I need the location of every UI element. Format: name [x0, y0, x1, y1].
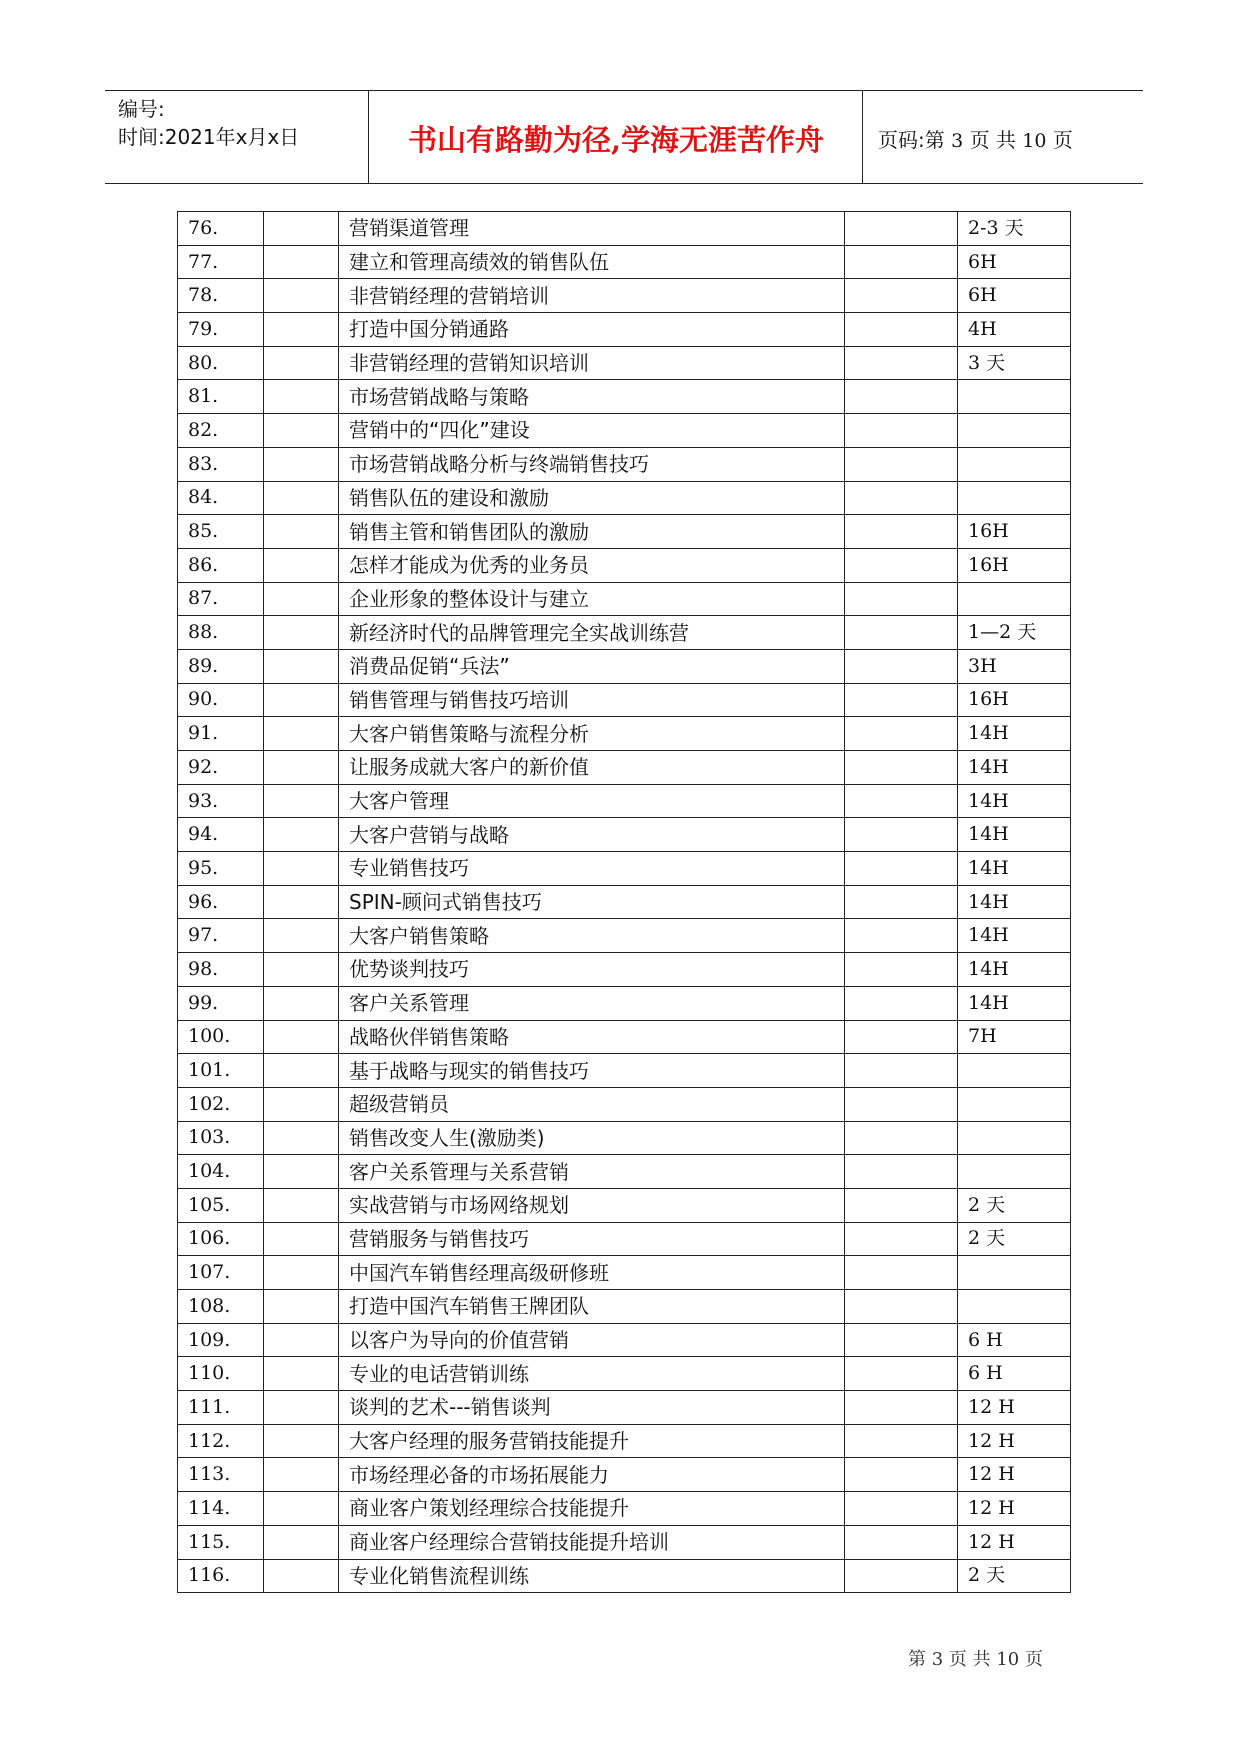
empty-cell: [845, 1290, 958, 1324]
table-row: [178, 414, 1071, 448]
course-title: SPIN-顾问式销售技巧: [339, 885, 845, 919]
course-title: 建立和管理高绩效的销售队伍: [339, 245, 845, 279]
category-cell: [264, 1559, 339, 1593]
category-cell: [264, 649, 339, 683]
category-cell: [264, 1121, 339, 1155]
page-total: 10: [1022, 130, 1047, 152]
category-cell: [264, 784, 339, 818]
empty-cell: [845, 313, 958, 347]
row-number: 108.: [178, 1290, 264, 1324]
page-prefix: 页码:第: [878, 128, 945, 152]
course-duration: 2-3 天: [958, 212, 1071, 246]
course-duration: 7H: [958, 1020, 1071, 1054]
empty-cell: [845, 414, 958, 448]
empty-cell: [845, 717, 958, 751]
empty-cell: [845, 1020, 958, 1054]
row-number: 101.: [178, 1054, 264, 1088]
row-number: 114.: [178, 1492, 264, 1526]
row-number: 83.: [178, 447, 264, 481]
table-row: [178, 784, 1071, 818]
course-duration: [958, 414, 1071, 448]
empty-cell: [845, 885, 958, 919]
row-number: 107.: [178, 1256, 264, 1290]
empty-cell: [845, 1087, 958, 1121]
page-suffix: 页: [1052, 128, 1073, 152]
row-number: 89.: [178, 649, 264, 683]
table-row: [178, 1121, 1071, 1155]
category-cell: [264, 1391, 339, 1425]
empty-cell: [845, 1121, 958, 1155]
row-number: 86.: [178, 548, 264, 582]
course-title: 实战营销与市场网络规划: [339, 1188, 845, 1222]
course-title: 专业的电话营销训练: [339, 1357, 845, 1391]
category-cell: [264, 1256, 339, 1290]
course-duration: 14H: [958, 818, 1071, 852]
table-row: [178, 1458, 1071, 1492]
course-duration: 2 天: [958, 1559, 1071, 1593]
category-cell: [264, 1290, 339, 1324]
course-title: 专业化销售流程训练: [339, 1559, 845, 1593]
course-duration: 14H: [958, 885, 1071, 919]
empty-cell: [845, 582, 958, 616]
course-title: 打造中国汽车销售王牌团队: [339, 1290, 845, 1324]
row-number: 105.: [178, 1188, 264, 1222]
course-duration: 6H: [958, 245, 1071, 279]
empty-cell: [845, 245, 958, 279]
header-meta: [105, 91, 369, 183]
header-motto-cell: [370, 91, 863, 183]
empty-cell: [845, 1256, 958, 1290]
empty-cell: [845, 1424, 958, 1458]
row-number: 93.: [178, 784, 264, 818]
course-duration: 14H: [958, 986, 1071, 1020]
course-title: 怎样才能成为优秀的业务员: [339, 548, 845, 582]
row-number: 106.: [178, 1222, 264, 1256]
row-number: 116.: [178, 1559, 264, 1593]
page-current: 3: [951, 130, 964, 152]
table-row: [178, 279, 1071, 313]
row-number: 115.: [178, 1525, 264, 1559]
table-row: [178, 1020, 1071, 1054]
serial-label: 编号:: [118, 97, 165, 121]
category-cell: [264, 1087, 339, 1121]
empty-cell: [845, 852, 958, 886]
course-duration: 14H: [958, 751, 1071, 785]
table-row: [178, 447, 1071, 481]
empty-cell: [845, 1323, 958, 1357]
row-number: 82.: [178, 414, 264, 448]
table-row: [178, 751, 1071, 785]
course-title: 非营销经理的营销知识培训: [339, 346, 845, 380]
category-cell: [264, 1424, 339, 1458]
page-header: [105, 90, 1143, 184]
empty-cell: [845, 1525, 958, 1559]
course-title: 市场经理必备的市场拓展能力: [339, 1458, 845, 1492]
empty-cell: [845, 683, 958, 717]
empty-cell: [845, 346, 958, 380]
empty-cell: [845, 784, 958, 818]
course-title: 销售管理与销售技巧培训: [339, 683, 845, 717]
row-number: 109.: [178, 1323, 264, 1357]
empty-cell: [845, 919, 958, 953]
category-cell: [264, 1188, 339, 1222]
course-duration: 16H: [958, 683, 1071, 717]
course-duration: 6 H: [958, 1323, 1071, 1357]
empty-cell: [845, 1391, 958, 1425]
table-row: [178, 1054, 1071, 1088]
table-row: [178, 1155, 1071, 1189]
row-number: 100.: [178, 1020, 264, 1054]
empty-cell: [845, 548, 958, 582]
course-title: 客户关系管理: [339, 986, 845, 1020]
course-duration: 14H: [958, 784, 1071, 818]
course-title: 大客户营销与战略: [339, 818, 845, 852]
course-duration: 14H: [958, 919, 1071, 953]
course-title: 营销服务与销售技巧: [339, 1222, 845, 1256]
course-title: 大客户销售策略: [339, 919, 845, 953]
course-title: 商业客户策划经理综合技能提升: [339, 1492, 845, 1526]
course-title: 非营销经理的营销培训: [339, 279, 845, 313]
course-duration: 12 H: [958, 1492, 1071, 1526]
table-row: [178, 1559, 1071, 1593]
course-title: 大客户管理: [339, 784, 845, 818]
course-title: 超级营销员: [339, 1087, 845, 1121]
course-duration: [958, 1121, 1071, 1155]
course-duration: 2 天: [958, 1222, 1071, 1256]
empty-cell: [845, 1357, 958, 1391]
row-number: 111.: [178, 1391, 264, 1425]
empty-cell: [845, 1155, 958, 1189]
course-duration: [958, 1054, 1071, 1088]
course-title: 战略伙伴销售策略: [339, 1020, 845, 1054]
course-duration: [958, 1155, 1071, 1189]
table-row: [178, 1323, 1071, 1357]
category-cell: [264, 447, 339, 481]
empty-cell: [845, 1054, 958, 1088]
category-cell: [264, 1020, 339, 1054]
table-row: [178, 548, 1071, 582]
category-cell: [264, 683, 339, 717]
category-cell: [264, 1054, 339, 1088]
category-cell: [264, 852, 339, 886]
course-duration: 14H: [958, 852, 1071, 886]
course-duration: 6 H: [958, 1357, 1071, 1391]
course-title: 销售主管和销售团队的激励: [339, 515, 845, 549]
course-title: 企业形象的整体设计与建立: [339, 582, 845, 616]
course-duration: 3 天: [958, 346, 1071, 380]
course-title: 销售改变人生(激励类): [339, 1121, 845, 1155]
course-duration: [958, 481, 1071, 515]
row-number: 78.: [178, 279, 264, 313]
category-cell: [264, 414, 339, 448]
page-mid: 页 共: [969, 128, 1016, 152]
course-duration: 12 H: [958, 1391, 1071, 1425]
course-duration: 12 H: [958, 1458, 1071, 1492]
category-cell: [264, 717, 339, 751]
table-row: [178, 346, 1071, 380]
table-row: [178, 953, 1071, 987]
table-row: [178, 1525, 1071, 1559]
empty-cell: [845, 279, 958, 313]
category-cell: [264, 751, 339, 785]
empty-cell: [845, 751, 958, 785]
course-title: 优势谈判技巧: [339, 953, 845, 987]
table-row: [178, 986, 1071, 1020]
table-row: [178, 1290, 1071, 1324]
table-row: [178, 1424, 1071, 1458]
category-cell: [264, 380, 339, 414]
course-title: 消费品促销“兵法”: [339, 649, 845, 683]
category-cell: [264, 953, 339, 987]
table-row: [178, 616, 1071, 650]
course-title: 销售队伍的建设和激励: [339, 481, 845, 515]
course-duration: 1—2 天: [958, 616, 1071, 650]
course-title: 基于战略与现实的销售技巧: [339, 1054, 845, 1088]
header-page-cell: [864, 91, 1143, 183]
empty-cell: [845, 481, 958, 515]
empty-cell: [845, 1559, 958, 1593]
category-cell: [264, 1492, 339, 1526]
course-table-body: [178, 212, 1071, 1593]
empty-cell: [845, 986, 958, 1020]
category-cell: [264, 212, 339, 246]
row-number: 97.: [178, 919, 264, 953]
empty-cell: [845, 380, 958, 414]
course-title: 让服务成就大客户的新价值: [339, 751, 845, 785]
category-cell: [264, 313, 339, 347]
course-duration: 14H: [958, 717, 1071, 751]
category-cell: [264, 548, 339, 582]
row-number: 94.: [178, 818, 264, 852]
empty-cell: [845, 212, 958, 246]
course-title: 打造中国分销通路: [339, 313, 845, 347]
row-number: 81.: [178, 380, 264, 414]
row-number: 96.: [178, 885, 264, 919]
table-row: [178, 1492, 1071, 1526]
row-number: 79.: [178, 313, 264, 347]
empty-cell: [845, 818, 958, 852]
table-row: [178, 919, 1071, 953]
empty-cell: [845, 1458, 958, 1492]
row-number: 87.: [178, 582, 264, 616]
row-number: 85.: [178, 515, 264, 549]
row-number: 92.: [178, 751, 264, 785]
category-cell: [264, 986, 339, 1020]
table-row: [178, 1391, 1071, 1425]
category-cell: [264, 1222, 339, 1256]
table-row: [178, 1357, 1071, 1391]
course-title: 大客户销售策略与流程分析: [339, 717, 845, 751]
table-row: [178, 1256, 1071, 1290]
table-row: [178, 1188, 1071, 1222]
category-cell: [264, 885, 339, 919]
page-footer: 第 3 页 共 10 页: [908, 1649, 1043, 1670]
course-title: 以客户为导向的价值营销: [339, 1323, 845, 1357]
row-number: 95.: [178, 852, 264, 886]
category-cell: [264, 481, 339, 515]
table-row: [178, 1087, 1071, 1121]
table-row: [178, 717, 1071, 751]
empty-cell: [845, 616, 958, 650]
table-row: [178, 582, 1071, 616]
row-number: 103.: [178, 1121, 264, 1155]
empty-cell: [845, 515, 958, 549]
course-duration: 12 H: [958, 1525, 1071, 1559]
row-number: 110.: [178, 1357, 264, 1391]
course-title: 大客户经理的服务营销技能提升: [339, 1424, 845, 1458]
table-row: [178, 818, 1071, 852]
course-duration: [958, 1256, 1071, 1290]
empty-cell: [845, 1222, 958, 1256]
row-number: 88.: [178, 616, 264, 650]
course-duration: [958, 1087, 1071, 1121]
category-cell: [264, 1357, 339, 1391]
course-duration: 6H: [958, 279, 1071, 313]
course-title: 商业客户经理综合营销技能提升培训: [339, 1525, 845, 1559]
category-cell: [264, 515, 339, 549]
course-title: 客户关系管理与关系营销: [339, 1155, 845, 1189]
category-cell: [264, 1525, 339, 1559]
category-cell: [264, 346, 339, 380]
motto-text: 书山有路勤为径,学海无涯苦作舟: [407, 123, 825, 157]
table-row: [178, 885, 1071, 919]
course-duration: [958, 582, 1071, 616]
category-cell: [264, 616, 339, 650]
time-label: 时间:2021年x月x日: [118, 125, 300, 149]
row-number: 99.: [178, 986, 264, 1020]
course-duration: [958, 380, 1071, 414]
row-number: 113.: [178, 1458, 264, 1492]
course-duration: [958, 1290, 1071, 1324]
course-table: [177, 211, 1071, 1593]
course-title: 中国汽车销售经理高级研修班: [339, 1256, 845, 1290]
empty-cell: [845, 1188, 958, 1222]
category-cell: [264, 919, 339, 953]
empty-cell: [845, 447, 958, 481]
category-cell: [264, 1458, 339, 1492]
course-title: 营销渠道管理: [339, 212, 845, 246]
table-row: [178, 481, 1071, 515]
table-row: [178, 313, 1071, 347]
course-duration: 3H: [958, 649, 1071, 683]
category-cell: [264, 582, 339, 616]
row-number: 112.: [178, 1424, 264, 1458]
course-title: 谈判的艺术---销售谈判: [339, 1391, 845, 1425]
course-title: 营销中的“四化”建设: [339, 414, 845, 448]
table-row: [178, 649, 1071, 683]
row-number: 91.: [178, 717, 264, 751]
empty-cell: [845, 953, 958, 987]
table-row: [178, 683, 1071, 717]
course-duration: 2 天: [958, 1188, 1071, 1222]
table-row: [178, 852, 1071, 886]
category-cell: [264, 245, 339, 279]
category-cell: [264, 1155, 339, 1189]
course-title: 新经济时代的品牌管理完全实战训练营: [339, 616, 845, 650]
row-number: 102.: [178, 1087, 264, 1121]
row-number: 84.: [178, 481, 264, 515]
category-cell: [264, 818, 339, 852]
category-cell: [264, 1323, 339, 1357]
course-title: 市场营销战略与策略: [339, 380, 845, 414]
table-row: [178, 1222, 1071, 1256]
course-duration: 14H: [958, 953, 1071, 987]
table-row: [178, 245, 1071, 279]
row-number: 80.: [178, 346, 264, 380]
empty-cell: [845, 1492, 958, 1526]
course-duration: 16H: [958, 548, 1071, 582]
category-cell: [264, 279, 339, 313]
course-title: 专业销售技巧: [339, 852, 845, 886]
row-number: 104.: [178, 1155, 264, 1189]
course-duration: 16H: [958, 515, 1071, 549]
row-number: 90.: [178, 683, 264, 717]
table-row: [178, 380, 1071, 414]
table-row: [178, 515, 1071, 549]
empty-cell: [845, 649, 958, 683]
row-number: 98.: [178, 953, 264, 987]
course-duration: [958, 447, 1071, 481]
page-number-info: [878, 124, 1073, 153]
table-row: [178, 212, 1071, 246]
course-title: 市场营销战略分析与终端销售技巧: [339, 447, 845, 481]
row-number: 77.: [178, 245, 264, 279]
course-duration: 12 H: [958, 1424, 1071, 1458]
course-duration: 4H: [958, 313, 1071, 347]
row-number: 76.: [178, 212, 264, 246]
